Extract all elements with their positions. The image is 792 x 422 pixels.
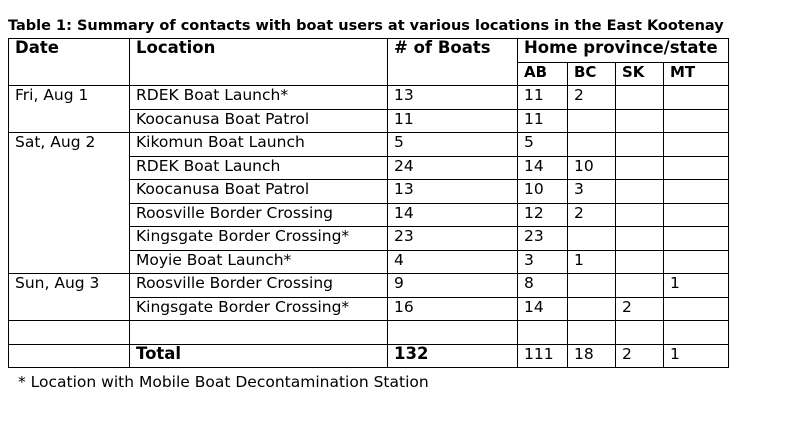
cell-mt: 1: [664, 274, 729, 298]
total-sk: 2: [616, 344, 664, 368]
header-row: [9, 39, 729, 63]
table-row: [9, 274, 729, 298]
cell-ab: 12: [518, 203, 568, 227]
cell-date: Fri, Aug 1: [9, 86, 130, 133]
cell-boats: 14: [388, 203, 518, 227]
cell-location: RDEK Boat Launch: [130, 156, 388, 180]
cell-bc: 1: [568, 250, 616, 274]
cell-boats: 9: [388, 274, 518, 298]
cell-ab: 14: [518, 297, 568, 321]
cell-mt: [664, 250, 729, 274]
cell-ab: 5: [518, 133, 568, 157]
total-bc: 18: [568, 344, 616, 368]
header-location: Location: [130, 39, 388, 86]
cell-sk: [616, 227, 664, 251]
cell-location: Kingsgate Border Crossing*: [130, 227, 388, 251]
blank-cell: [616, 321, 664, 345]
blank-cell: [664, 321, 729, 345]
cell-date: Sat, Aug 2: [9, 133, 130, 274]
cell-location: Moyie Boat Launch*: [130, 250, 388, 274]
boat-contacts-table: [8, 38, 729, 368]
total-boats: 132: [388, 344, 518, 368]
cell-mt: [664, 156, 729, 180]
cell-boats: 4: [388, 250, 518, 274]
cell-sk: [616, 274, 664, 298]
table-row: [9, 86, 729, 110]
total-label: Total: [130, 344, 388, 368]
cell-bc: [568, 274, 616, 298]
cell-location: Koocanusa Boat Patrol: [130, 109, 388, 133]
cell-sk: [616, 86, 664, 110]
header-home-province: Home province/state: [518, 39, 729, 63]
cell-sk: [616, 180, 664, 204]
cell-ab: 11: [518, 86, 568, 110]
cell-location: Kingsgate Border Crossing*: [130, 297, 388, 321]
cell-sk: [616, 250, 664, 274]
cell-ab: 10: [518, 180, 568, 204]
cell-location: Kikomun Boat Launch: [130, 133, 388, 157]
cell-bc: 3: [568, 180, 616, 204]
cell-ab: 23: [518, 227, 568, 251]
cell-location: Roosville Border Crossing: [130, 203, 388, 227]
header-sk: SK: [616, 62, 664, 86]
cell-mt: [664, 297, 729, 321]
cell-mt: [664, 86, 729, 110]
table-row: [9, 133, 729, 157]
cell-mt: [664, 203, 729, 227]
cell-mt: [664, 133, 729, 157]
blank-cell: [130, 321, 388, 345]
total-ab: 111: [518, 344, 568, 368]
cell-boats: 11: [388, 109, 518, 133]
cell-boats: 23: [388, 227, 518, 251]
blank-cell: [388, 321, 518, 345]
total-row: [9, 344, 729, 368]
cell-location: RDEK Boat Launch*: [130, 86, 388, 110]
cell-bc: 10: [568, 156, 616, 180]
header-ab: AB: [518, 62, 568, 86]
cell-date: Sun, Aug 3: [9, 274, 130, 321]
cell-location: Koocanusa Boat Patrol: [130, 180, 388, 204]
total-mt: 1: [664, 344, 729, 368]
header-bc: BC: [568, 62, 616, 86]
blank-row: [9, 321, 729, 345]
cell-mt: [664, 109, 729, 133]
blank-cell: [568, 321, 616, 345]
header-date: Date: [9, 39, 130, 86]
cell-sk: [616, 133, 664, 157]
cell-boats: 5: [388, 133, 518, 157]
header-boats: # of Boats: [388, 39, 518, 86]
blank-cell: [518, 321, 568, 345]
cell-sk: [616, 109, 664, 133]
cell-boats: 24: [388, 156, 518, 180]
total-date-cell: [9, 344, 130, 368]
cell-bc: [568, 109, 616, 133]
cell-sk: [616, 156, 664, 180]
cell-ab: 14: [518, 156, 568, 180]
blank-cell: [9, 321, 130, 345]
cell-bc: [568, 297, 616, 321]
cell-boats: 16: [388, 297, 518, 321]
cell-mt: [664, 180, 729, 204]
table-caption: Table 1: Summary of contacts with boat users at various locations in the East Kootenay: [8, 18, 724, 34]
cell-sk: [616, 203, 664, 227]
cell-bc: 2: [568, 203, 616, 227]
cell-ab: 11: [518, 109, 568, 133]
cell-boats: 13: [388, 180, 518, 204]
cell-ab: 3: [518, 250, 568, 274]
cell-bc: 2: [568, 86, 616, 110]
cell-bc: [568, 227, 616, 251]
cell-sk: 2: [616, 297, 664, 321]
cell-location: Roosville Border Crossing: [130, 274, 388, 298]
cell-bc: [568, 133, 616, 157]
footnote: * Location with Mobile Boat Decontamination Station: [18, 373, 429, 391]
cell-ab: 8: [518, 274, 568, 298]
header-mt: MT: [664, 62, 729, 86]
cell-mt: [664, 227, 729, 251]
cell-boats: 13: [388, 86, 518, 110]
